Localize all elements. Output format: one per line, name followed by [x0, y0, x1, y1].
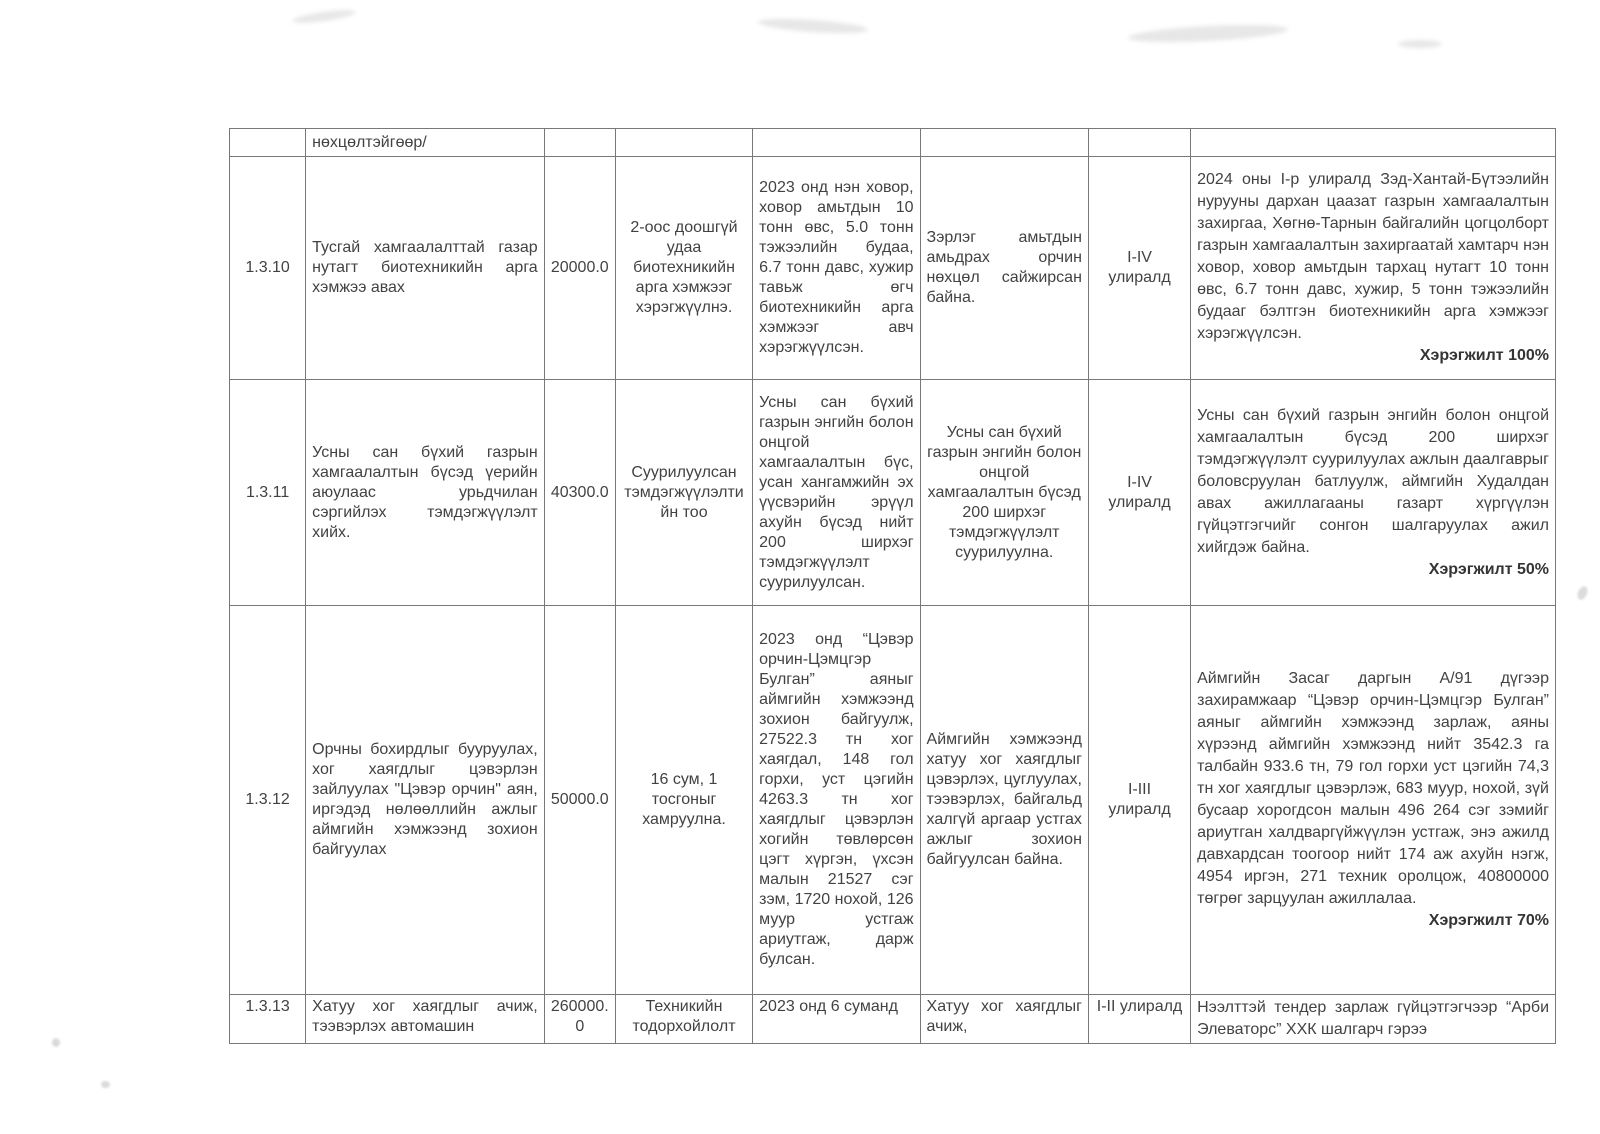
result-text: 2024 оны I-р улиралд Зэд-Хантай-Бүтээлийн нурууны дархан цаазат газрын хамгаалалтын захиргаа, Хөгнө-Тарнын байгалийн цогцолборт газрын хамгаалалтын захиргаатай хамтарч нэн ховор, ховор амьтдын тархац нутагт 10 тонн өвс, 6.7 тонн давс, хужир, 5 тонн тэжээлийн будааг бэлтгэн биотехникийн арга хэмжээг хэрэгжүүлсэн.	[1197, 171, 1549, 342]
outcome-cell	[920, 129, 1088, 157]
activity-2023-cell: 2023 онд нэн ховор, ховор амьтдын 10 тонн өвс, 5.0 тонн тэжээлийн будаа, 6.7 тонн давс, хужир тавьж өгч биотехникийн арга хэмжээг авч хэрэгжүүлсэн.	[753, 157, 920, 380]
activity-2023-cell: Усны сан бүхий газрын энгийн болон онцгой хамгаалалтын бүс, усан хангамжийн эх үүсвэрийн эрүүл ахуйн бүсэд нийт 200 ширхэг тэмдэгжүүлэлт суурилуулсан.	[753, 380, 920, 606]
outcome-cell: Хатуу хог хаягдлыг ачиж,	[920, 995, 1088, 1044]
budget-cell: 20000.0	[544, 157, 615, 380]
target-cell: 2-оос доошгүй удаа биотехникийн арга хэмжээг хэрэгжүүлнэ.	[615, 157, 752, 380]
scan-smudge	[52, 1038, 60, 1047]
activity-2023-cell: 2023 онд 6 суманд	[753, 995, 920, 1044]
table-row-fragment	[230, 129, 1556, 157]
outcome-cell: Усны сан бүхий газрын энгийн болон онцгой хамгаалалтын бүсэд 200 ширхэг тэмдэгжүүлэлт суурилуулна.	[920, 380, 1088, 606]
activity-2023-cell	[753, 129, 920, 157]
task-cell: Орчны бохирдлыг бууруулах, хог хаягдлыг цэвэрлэн зайлуулах "Цэвэр орчин" аян, иргэдэд нөлөөллийн ажлыг аймгийн хэмжээнд зохион байгуулах	[306, 606, 545, 995]
scan-smudge	[758, 16, 869, 36]
table-row	[230, 157, 1556, 380]
result-text: Аймгийн Засаг даргын А/91 дүгээр захирамжаар “Цэвэр орчин-Цэмцгэр Булган” аяныг аймгийн хэмжээнд зарлаж, аяны хүрээнд аймгийн хэмжээнд нийт 3542.3 га талбайн 933.6 тн, 79 гол горхи уст цэгийн 74,3 тн хог хаягдлыг цэвэрлэж, 683 муур, нохой, зүй бусаар хорогдсон малын 496 264 сэг зэмийг ариутган халдваргүйжүүлэн устгаж, энэ ажилд давхардсан тоогоор нийт 174 аж ахуйн нэгж, 4954 иргэн, 271 техник оролцож, 40800000 төгрөг зарцуулан ажиллалаа.	[1197, 670, 1549, 907]
table-row	[230, 606, 1556, 995]
activity-2023-cell: 2023 онд “Цэвэр орчин-Цэмцгэр Булган” аяныг аймгийн хэмжээнд зохион байгуулж, 27522.3 тн хог хаягдал, 148 гол горхи, уст цэгийн 4263.3 тн хог хаягдлыг цэвэрлэн хогийн төвлөрсөн цэгт хүргэн, үхсэн малын 21527 сэг зэм, 1720 нохой, 126 муур устгаж ариутгаж, дарж булсан.	[753, 606, 920, 995]
row-id-cell	[230, 129, 306, 157]
quarter-cell: I-IV улиралд	[1088, 157, 1190, 380]
result-cell	[1191, 380, 1556, 606]
task-cell: Усны сан бүхий газрын хамгаалалтын бүсэд үерийн аюулаас урьдчилан сэргийлэх тэмдэгжүүлэлт хийх.	[306, 380, 545, 606]
task-cell: нөхцөлтэйгөөр/	[306, 129, 545, 157]
outcome-cell: Зэрлэг амьтдын амьдрах орчин нөхцөл сайжирсан байна.	[920, 157, 1088, 380]
budget-cell: 40300.0	[544, 380, 615, 606]
scan-smudge	[101, 1081, 110, 1088]
task-cell: Хатуу хог хаягдлыг ачиж, тээвэрлэх автомашин	[306, 995, 545, 1044]
completion-note: Хэрэгжилт 70%	[1428, 912, 1549, 929]
budget-cell: 50000.0	[544, 606, 615, 995]
completion-note: Хэрэгжилт 100%	[1419, 347, 1549, 364]
target-cell	[615, 129, 752, 157]
quarter-cell: I-II улиралд	[1088, 995, 1190, 1044]
result-cell	[1191, 995, 1556, 1044]
activity-report-table	[229, 128, 1556, 1044]
result-cell	[1191, 129, 1556, 157]
scan-smudge	[1128, 22, 1289, 45]
table-row	[230, 995, 1556, 1044]
quarter-cell	[1088, 129, 1190, 157]
scan-smudge	[1398, 40, 1442, 48]
scan-smudge	[1576, 585, 1590, 601]
target-cell: 16 сум, 1 тосгоныг хамруулна.	[615, 606, 752, 995]
row-id-cell: 1.3.12	[230, 606, 306, 995]
budget-cell: 260000.0	[544, 995, 615, 1044]
table-row	[230, 380, 1556, 606]
task-cell: Тусгай хамгаалалттай газар нутагт биотехникийн арга хэмжээ авах	[306, 157, 545, 380]
result-text: Нээлттэй тендер зарлаж гүйцэтгэгчээр “Арби Элеваторс” ХХК шалгарч гэрээ	[1197, 999, 1549, 1038]
result-text: Усны сан бүхий газрын энгийн болон онцгой хамгаалалтын бүсэд 200 ширхэг тэмдэгжүүлэлт суурилуулах ажлын даалгаврыг боловсруулан батлуулж, аймгийн Худалдан авах ажиллагааны газарт хүргүүлэн гүйцэтгэгчийг сонгон шалгаруулах ажил хийгдэж байна.	[1197, 406, 1549, 556]
outcome-cell: Аймгийн хэмжээнд хатуу хог хаягдлыг цэвэрлэх, цуглуулах, тээвэрлэх, байгальд халгүй аргаар устгах ажлыг зохион байгуулсан байна.	[920, 606, 1088, 995]
row-id-cell: 1.3.11	[230, 380, 306, 606]
quarter-cell: I-IV улиралд	[1088, 380, 1190, 606]
target-cell: Суурилуулсан тэмдэгжүүлэлтийн тоо	[615, 380, 752, 606]
quarter-cell: I-III улиралд	[1088, 606, 1190, 995]
target-cell: Техникийн тодорхойлолт	[615, 995, 752, 1044]
scan-smudge	[292, 8, 357, 26]
budget-cell	[544, 129, 615, 157]
row-id-cell: 1.3.13	[230, 995, 306, 1044]
completion-note: Хэрэгжилт 50%	[1428, 560, 1549, 578]
result-cell	[1191, 157, 1556, 380]
row-id-cell: 1.3.10	[230, 157, 306, 380]
result-cell	[1191, 606, 1556, 995]
